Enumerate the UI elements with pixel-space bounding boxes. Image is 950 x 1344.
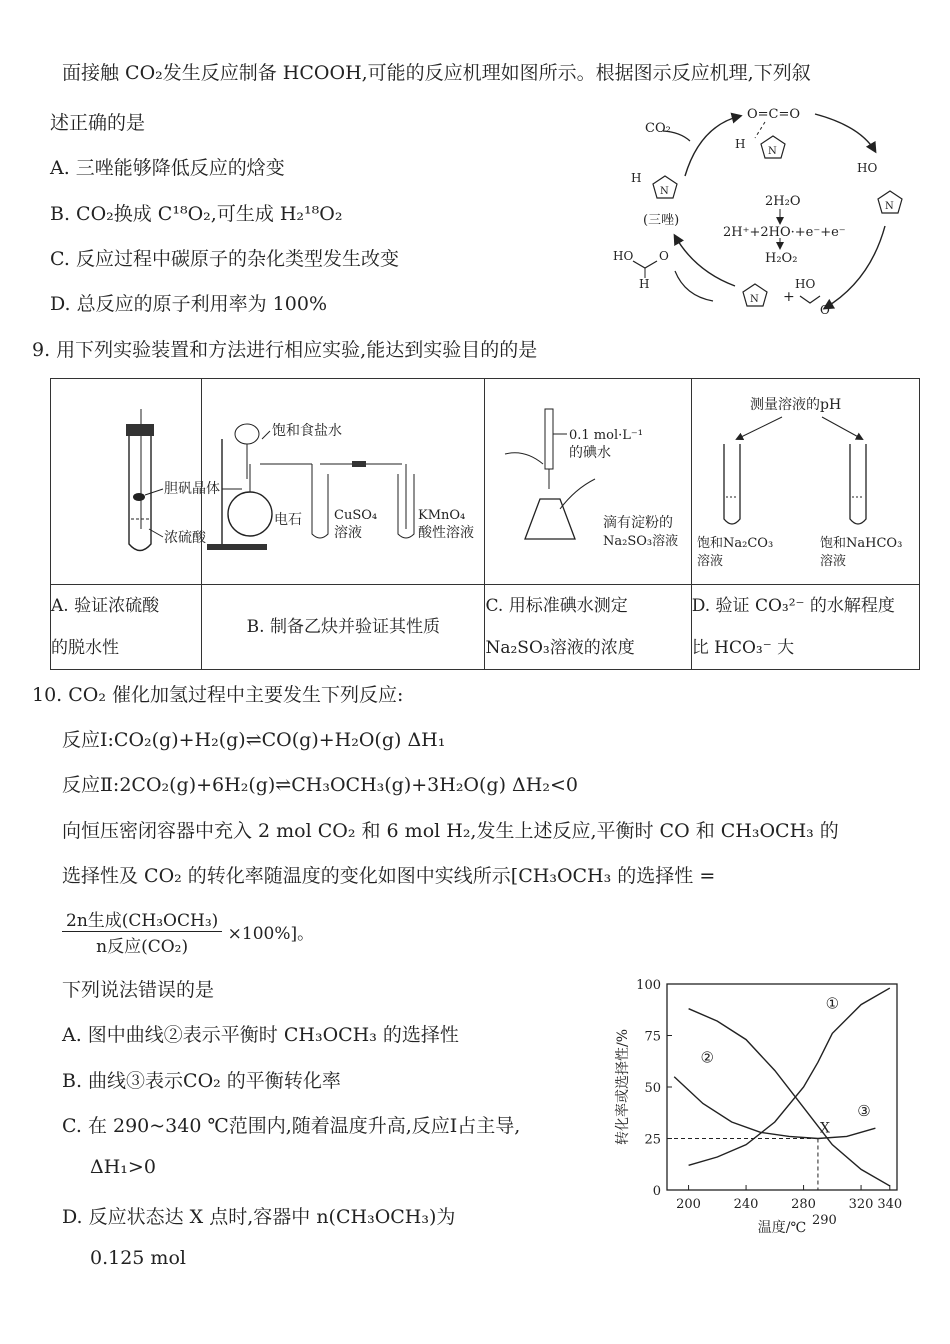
x-tick-label: 340 [877, 1197, 903, 1212]
label-solution: 溶液 [334, 525, 363, 541]
n-label: N [750, 294, 759, 305]
plus-sign: + [783, 289, 795, 305]
formula-fraction [62, 906, 314, 957]
apparatus-b [202, 379, 484, 579]
label-na2co3: 饱和Na₂CO₃ [696, 536, 773, 551]
series-line-2 [689, 1009, 890, 1186]
reaction-2: 反应Ⅱ:2CO₂(g)+6H₂(g)⇌CH₃OCH₃(g)+3H₂O(g) ΔH₂<0 [62, 774, 578, 796]
reaction-1: 反应Ⅰ:CO₂(g)+H₂(g)⇌CO(g)+H₂O(g) ΔH₁ [62, 729, 446, 751]
q10-option-b: B. 曲线③表示CO₂ 的平衡转化率 [62, 1070, 341, 1092]
label-cuso4: CuSO₄ [334, 508, 378, 523]
series-label-3: ③ [857, 1101, 871, 1120]
label-acid: 浓硫酸 [164, 530, 206, 546]
q10-option-d: D. 反应状态达 X 点时,容器中 n(CH₃OCH₃)为 [62, 1206, 456, 1228]
q10-para1: 向恒压密闭容器中充入 2 mol CO₂ 和 6 mol H₂,发生上述反应,平衡时 CO 和 CH₃OCH₃ 的 [62, 820, 839, 842]
o-label: O [659, 249, 669, 263]
chart-series [674, 988, 890, 1186]
apparatus-d [692, 379, 919, 579]
caption-a: A. 验证浓硫酸 的脱水性 [51, 585, 202, 670]
series-label-1: ① [825, 994, 840, 1013]
caption-b: B. 制备乙炔并验证其性质 [202, 585, 485, 670]
x-tick-label: 200 [676, 1197, 701, 1212]
label-measure-ph: 测量溶液的pH [749, 397, 841, 413]
q9-stem: 9. 用下列实验装置和方法进行相应实验,能达到实验目的的是 [32, 339, 538, 361]
n-label: N [768, 146, 777, 157]
label-carbide: 电石 [274, 512, 303, 528]
series-label-2: ② [700, 1048, 714, 1067]
series-line-3 [674, 1077, 875, 1139]
h2o2-label: H₂O₂ [765, 251, 798, 266]
cycle-arrow [675, 271, 713, 301]
mechanism-diagram [605, 96, 935, 326]
ho-label: HO [613, 249, 634, 263]
n-label: N [660, 186, 669, 197]
apparatus-table [50, 378, 920, 670]
fraction-numerator: 2n生成(CH₃OCH₃) [62, 906, 222, 932]
y-tick-label: 75 [644, 1029, 661, 1045]
q10-stem: 10. CO₂ 催化加氢过程中主要发生下列反应: [32, 684, 404, 706]
ho-label: HO [857, 161, 878, 175]
q8-line1: 面接触 CO₂发生反应制备 HCOOH,可能的反应机理如图所示。根据图示反应机理,下列叙 [62, 62, 811, 84]
h2o-label: 2H₂O [765, 194, 801, 209]
cycle-arrow [815, 114, 875, 151]
marked-x-label: 290 [811, 1213, 837, 1228]
fraction-tail: ×100%]。 [227, 924, 315, 944]
o-label: O [820, 303, 830, 317]
y-tick-label: 100 [636, 978, 661, 993]
caption-d: D. 验证 CO₃²⁻ 的水解程度 比 HCO₃⁻ 大 [691, 585, 919, 670]
n-label: N [885, 201, 894, 212]
label-na2so3: Na₂SO₃溶液 [603, 534, 679, 549]
q8-option-c: C. 反应过程中碳原子的杂化类型发生改变 [50, 248, 399, 270]
apparatus-c [485, 379, 690, 579]
x-axis-label: 温度/℃ [757, 1220, 807, 1236]
label-solution: 溶液 [819, 554, 846, 569]
label-crystal: 胆矾晶体 [164, 481, 220, 497]
x-tick-label: 240 [733, 1197, 759, 1212]
x-tick-label: 320 [848, 1197, 874, 1212]
center-species: 2H⁺+2HO·+e⁻+e⁻ [723, 225, 846, 240]
q10-option-d-cont: 0.125 mol [90, 1247, 186, 1269]
q8-option-a: A. 三唑能够降低反应的焓变 [50, 157, 285, 179]
q8-option-b: B. CO₂换成 C¹⁸O₂,可生成 H₂¹⁸O₂ [50, 203, 343, 225]
x-tick-label: 280 [791, 1197, 816, 1212]
q10-para2: 选择性及 CO₂ 的转化率随温度的变化如图中实线所示[CH₃OCH₃ 的选择性 = [62, 865, 716, 887]
h-label: H [735, 137, 746, 151]
formic-acid-bond [633, 261, 657, 268]
q8-line2: 述正确的是 [50, 112, 146, 134]
formate-bond [800, 296, 820, 303]
q10-ask: 下列说法错误的是 [62, 979, 215, 1001]
ho-label: HO [795, 277, 816, 291]
q10-option-a: A. 图中曲线②表示平衡时 CH₃OCH₃ 的选择性 [62, 1024, 459, 1046]
q8-option-d: D. 总反应的原子利用率为 100% [50, 293, 327, 315]
y-axis-label: 转化率或选择性/% [615, 1028, 631, 1146]
q10-option-c-cont: ΔH₁>0 [90, 1156, 156, 1178]
q10-option-c: C. 在 290~340 ℃范围内,随着温度升高,反应Ⅰ占主导, [62, 1115, 521, 1137]
caption-c: C. 用标准碘水测定 Na₂SO₃溶液的浓度 [485, 585, 691, 670]
label-starch: 滴有淀粉的 [603, 515, 674, 531]
hydrogen-bond-dash [755, 122, 765, 138]
y-tick-label: 25 [644, 1132, 661, 1148]
label-acidic-solution: 酸性溶液 [418, 525, 475, 541]
point-x-label: X [819, 1120, 830, 1137]
y-tick-label: 0 [652, 1184, 661, 1199]
h-label: H [631, 171, 642, 185]
label-iodine-conc: 0.1 mol·L⁻¹ [569, 428, 644, 443]
label-iodine: 的碘水 [569, 445, 612, 461]
co2-label: CO₂ [645, 121, 671, 136]
y-tick-label: 50 [644, 1081, 661, 1096]
cycle-arrow [685, 116, 740, 176]
h-label: H [639, 277, 650, 291]
label-solution: 溶液 [696, 554, 723, 569]
label-brine: 饱和食盐水 [272, 423, 343, 439]
label-kmno4: KMnO₄ [418, 508, 466, 523]
co2-bound-label: O=C=O [747, 107, 801, 122]
triazole-label: (三唑) [643, 213, 680, 228]
apparatus-a [51, 379, 220, 579]
fraction-denominator: n反应(CO₂) [96, 937, 189, 957]
cycle-arrow [675, 236, 735, 286]
label-nahco3: 饱和NaHCO₃ [819, 536, 902, 551]
selectivity-chart [605, 970, 925, 1245]
